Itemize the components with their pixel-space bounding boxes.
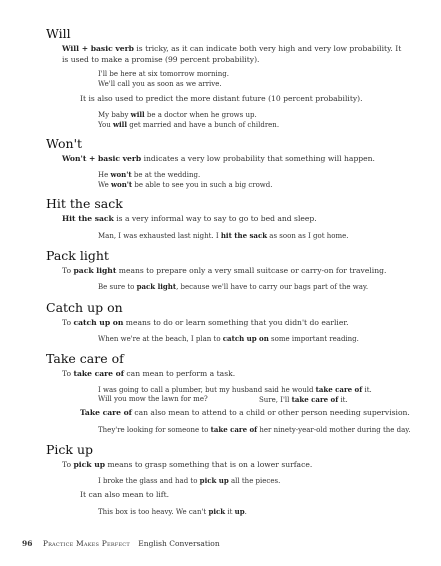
text-segment: it	[225, 508, 235, 516]
bold-term: Hit the sack	[62, 214, 114, 223]
hit-the-sack-example	[98, 231, 349, 242]
text-segment: her ninety-year-old mother during the day.	[257, 426, 411, 434]
text-segment: as soon as I got home.	[267, 232, 349, 240]
text-segment: some important reading.	[268, 335, 359, 343]
bold-term: won't	[110, 170, 132, 179]
bold-term: pick up	[199, 476, 229, 485]
book-title: English Conversation	[138, 539, 220, 548]
will-intro	[62, 44, 402, 65]
text-segment: means to grasp something that is on a lower surface.	[105, 460, 313, 469]
bold-term: pick	[208, 507, 226, 516]
will-note	[80, 94, 363, 105]
text-segment: This box is too heavy. We can't	[98, 508, 209, 516]
take-care-of-example-3	[98, 425, 411, 436]
text-segment: can mean to perform a task.	[124, 369, 236, 378]
pack-light-example	[98, 282, 368, 293]
text-segment: To	[62, 318, 74, 327]
pick-up-example-1	[98, 476, 280, 487]
text-segment: Will you mow the lawn for me?	[98, 395, 208, 403]
bold-term: pick up	[73, 460, 106, 469]
text-segment: Man, I was exhausted last night. I	[98, 232, 221, 240]
text-segment: You	[98, 121, 113, 129]
bold-term: catch up on	[222, 334, 269, 343]
text-segment: , because we'll have to carry our bags part of the way.	[176, 283, 369, 291]
text-segment: We	[98, 181, 111, 189]
will-example-2	[98, 80, 222, 90]
page-footer	[22, 539, 220, 548]
text-segment: can also mean to attend to a child or other person needing supervision.	[131, 408, 410, 417]
bold-term: take care of	[210, 425, 258, 434]
will-example-1	[98, 70, 229, 80]
bold-term: Will + basic verb	[62, 44, 134, 53]
text-segment: means to do or learn something that you didn't do earlier.	[123, 318, 349, 327]
will-example-4	[98, 120, 279, 131]
heading-hit-the-sack: Hit the sack	[46, 196, 123, 211]
bold-term: Take care of	[80, 408, 132, 417]
pick-up-note	[80, 490, 169, 501]
text-segment: My baby	[98, 111, 131, 119]
pick-up-intro	[62, 460, 312, 471]
text-segment: It is also used to predict the more distant future (10 percent probability).	[80, 94, 363, 103]
bold-term: pack light	[136, 282, 177, 291]
text-segment: To	[62, 369, 74, 378]
heading-take-care-of: Take care of	[46, 351, 124, 366]
take-care-of-example-2a	[98, 395, 208, 405]
page-number: 96	[22, 539, 33, 548]
bold-term: catch up on	[73, 318, 124, 327]
bold-term: up	[234, 507, 245, 516]
text-segment: When we're at the beach, I plan to	[98, 335, 223, 343]
text-segment: means to prepare only a very small suitcase or carry-on for traveling.	[116, 266, 387, 275]
text-segment: It can also mean to lift.	[80, 490, 170, 499]
text-segment: be able to see you in such a big crowd.	[132, 181, 273, 189]
text-segment: We'll call you as soon as we arrive.	[98, 80, 222, 88]
bold-term: will	[130, 110, 145, 119]
bold-term: will	[112, 120, 127, 129]
text-segment: get married and have a bunch of children.	[126, 121, 280, 129]
text-segment: is tricky, as it can indicate both very high and very low probability. It is used to make a promise (99 percent probability).	[62, 44, 402, 64]
text-segment: is a very informal way to say to go to bed and sleep.	[113, 214, 317, 223]
text-segment: I broke the glass and had to	[98, 477, 200, 485]
pack-light-intro	[62, 266, 386, 277]
text-segment: I'll be here at six tomorrow morning.	[98, 70, 229, 78]
text-segment: Sure, I'll	[259, 396, 292, 404]
bold-term: take care of	[73, 369, 124, 378]
heading-catch-up-on: Catch up on	[46, 300, 123, 315]
text-segment: He	[98, 171, 111, 179]
bold-term: take care of	[315, 385, 363, 394]
text-segment: all the pieces.	[228, 477, 281, 485]
heading-pick-up: Pick up	[46, 442, 94, 457]
pick-up-example-2	[98, 507, 247, 518]
catch-up-on-example	[98, 334, 359, 345]
bold-term: Won't + basic verb	[62, 154, 142, 163]
catch-up-on-intro	[62, 318, 349, 329]
take-care-of-example-2b	[259, 395, 348, 406]
take-care-of-intro	[62, 369, 235, 380]
hit-the-sack-intro	[62, 214, 317, 225]
take-care-of-note	[80, 408, 410, 419]
heading-will: Will	[46, 26, 71, 41]
text-segment: Be sure to	[98, 283, 137, 291]
text-segment: be at the wedding.	[131, 171, 201, 179]
heading-pack-light: Pack light	[46, 248, 109, 263]
text-segment: I was going to call a plumber, but my husband said he would	[98, 386, 316, 394]
series-title: Practice Makes Perfect	[42, 539, 130, 548]
bold-term: take care of	[291, 395, 339, 404]
text-segment: it.	[338, 396, 348, 404]
wont-intro	[62, 154, 375, 165]
text-segment: To	[62, 266, 74, 275]
text-segment: They're looking for someone to	[98, 426, 211, 434]
text-segment: To	[62, 460, 74, 469]
bold-term: pack light	[73, 266, 117, 275]
text-segment: .	[244, 508, 247, 516]
text-segment: indicates a very low probability that something will happen.	[141, 154, 375, 163]
bold-term: won't	[111, 180, 133, 189]
bold-term: hit the sack	[220, 231, 268, 240]
text-segment: it.	[362, 386, 372, 394]
text-segment: be a doctor when he grows up.	[144, 111, 257, 119]
wont-example-2	[98, 180, 273, 191]
heading-wont: Won't	[46, 136, 83, 151]
